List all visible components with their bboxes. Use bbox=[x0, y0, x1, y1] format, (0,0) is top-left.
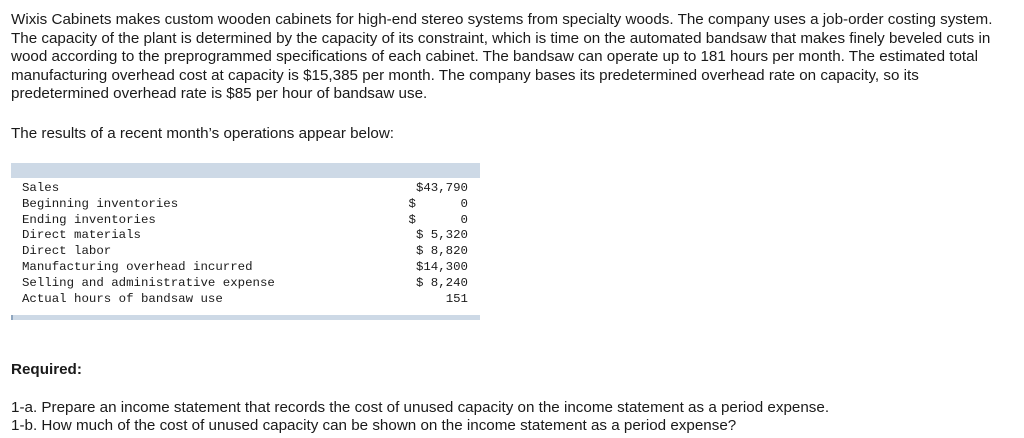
row-label-bandsaw-hours: Actual hours of bandsaw use bbox=[22, 291, 223, 306]
table-footer-bar bbox=[11, 315, 480, 320]
requirement-1b: 1-b. How much of the cost of unused capacity can be shown on the income statement as a period expense? bbox=[11, 417, 737, 434]
row-label-manufacturing-overhead: Manufacturing overhead incurred bbox=[22, 259, 253, 274]
table-rows bbox=[11, 181, 480, 307]
row-value-selling-admin-expense: $ 8,240 bbox=[415, 275, 468, 290]
table-row bbox=[11, 181, 480, 197]
row-value-manufacturing-overhead: $14,300 bbox=[415, 259, 468, 274]
results-lead-text: The results of a recent month’s operations appear below: bbox=[11, 125, 395, 142]
requirement-1a: 1-a. Prepare an income statement that records the cost of unused capacity on the income statement as a period expense. bbox=[11, 399, 830, 416]
row-value-direct-labor: $ 8,820 bbox=[415, 244, 468, 259]
table-header-bar bbox=[11, 163, 480, 178]
row-value-ending-inventories: $ 0 bbox=[408, 212, 468, 227]
problem-intro: Wixis Cabinets makes custom wooden cabinets for high-end stereo systems from specialty woods. The company uses a job-order costing system. The capacity of the plant is determined by the capacity of its constraint, which is time on the automated bandsaw that makes finely beveled cuts in wood according to the preprogrammed specifications of each cabinet. The bandsaw can operate up to 181 hours per month. The estimated total manufacturing overhead cost at capacity is $15,385 per month. The company bases its predetermined overhead rate on capacity, so its predetermined overhead rate is $85 per hour of bandsaw use. bbox=[11, 11, 993, 102]
table-row bbox=[11, 276, 480, 292]
row-value-direct-materials: $ 5,320 bbox=[415, 228, 468, 243]
row-label-ending-inventories: Ending inventories bbox=[22, 212, 156, 227]
row-label-direct-labor: Direct labor bbox=[22, 244, 112, 259]
table-row bbox=[11, 260, 480, 276]
row-value-sales: $43,790 bbox=[415, 181, 468, 195]
operations-data-table bbox=[11, 163, 480, 320]
row-label-selling-admin-expense: Selling and administrative expense bbox=[22, 275, 275, 290]
row-value-beginning-inventories: $ 0 bbox=[408, 196, 468, 211]
table-row bbox=[11, 244, 480, 260]
row-value-bandsaw-hours: 151 bbox=[445, 291, 468, 306]
table-row bbox=[11, 228, 480, 244]
table-row bbox=[11, 213, 480, 229]
row-label-beginning-inventories: Beginning inventories bbox=[22, 196, 179, 211]
table-row bbox=[11, 197, 480, 213]
table-row bbox=[11, 292, 480, 308]
row-label-sales: Sales bbox=[22, 181, 60, 195]
row-label-direct-materials: Direct materials bbox=[22, 228, 141, 243]
required-heading: Required: bbox=[11, 361, 82, 378]
